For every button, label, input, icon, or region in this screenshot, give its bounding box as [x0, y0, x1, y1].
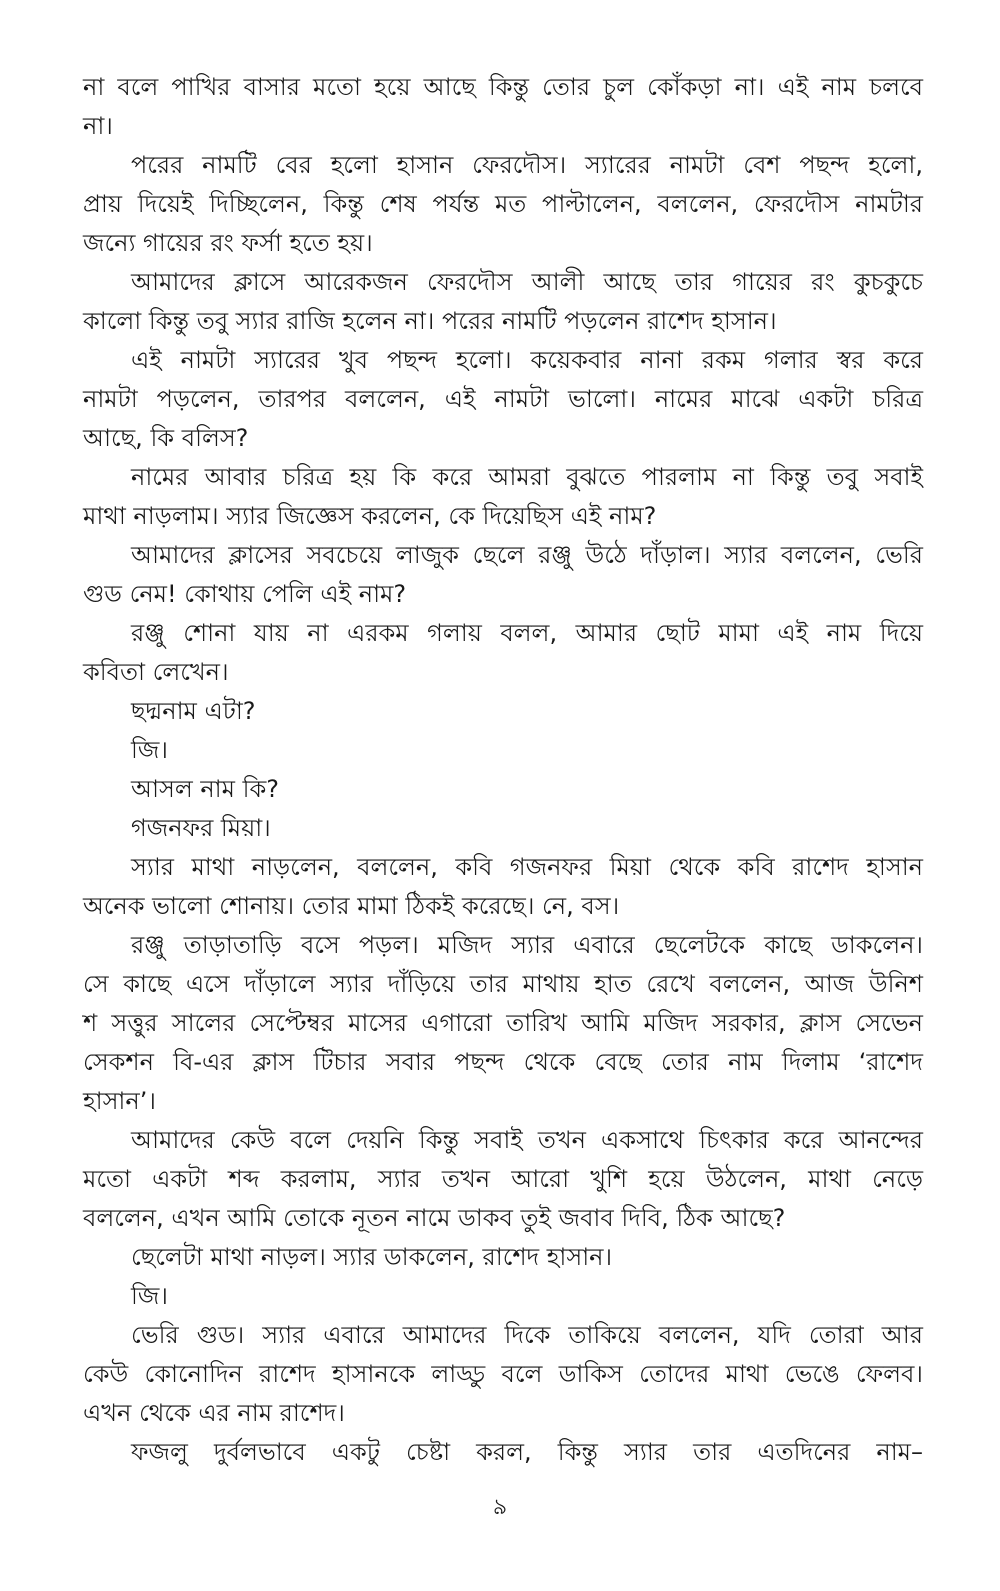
text-line: রঞ্জু শোনা যায় না এরকম গলায় বলল, আমার ছোট মামা এই নাম দিয়ে: [131, 619, 923, 647]
text-line: স্যার মাথা নাড়লেন, বললেন, কবি গজনফর মিয়া থেকে কবি রাশেদ হাসান: [131, 853, 923, 881]
text-line: সে কাছে এসে দাঁড়ালে স্যার দাঁড়িয়ে তার মাথায় হাত রেখে বললেন, আজ উনিশ: [83, 970, 923, 998]
text-line: জি।: [131, 1282, 168, 1310]
text-line: জি।: [131, 736, 168, 764]
text-line: মাথা নাড়লাম। স্যার জিজ্ঞেস করলেন, কে দিয়েছিস এই নাম?: [83, 502, 657, 530]
text-line: প্রায় দিয়েই দিচ্ছিলেন, কিন্তু শেষ পর্যন্ত মত পাল্টালেন, বললেন, ফেরদৌস নামটার: [83, 190, 923, 218]
page-body-text: [83, 68, 923, 1472]
text-line: সেকশন বি-এর ক্লাস টিচার সবার পছন্দ থেকে বেছে তোর নাম দিলাম ‘রাশেদ: [83, 1048, 923, 1076]
text-line: না বলে পাখির বাসার মতো হয়ে আছে কিন্তু তোর চুল কোঁকড়া না। এই নাম চলবে: [83, 73, 923, 101]
text-line: আমাদের কেউ বলে দেয়নি কিন্তু সবাই তখন একসাথে চিৎকার করে আনন্দের: [131, 1126, 923, 1154]
text-line: কবিতা লেখেন।: [83, 658, 229, 686]
text-line: আমাদের ক্লাসের সবচেয়ে লাজুক ছেলে রঞ্জু উঠে দাঁড়াল। স্যার বললেন, ভেরি: [131, 541, 923, 569]
text-line: বললেন, এখন আমি তোকে নূতন নামে ডাকব তুই জবাব দিবি, ঠিক আছে?: [83, 1204, 786, 1232]
text-line: আমাদের ক্লাসে আরেকজন ফেরদৌস আলী আছে তার গায়ের রং কুচকুচে: [131, 268, 923, 296]
text-line: জন্যে গায়ের রং ফর্সা হতে হয়।: [83, 229, 373, 257]
text-line: শ সত্তুর সালের সেপ্টেম্বর মাসের এগারো তারিখ আমি মজিদ সরকার, ক্লাস সেভেন: [83, 1009, 923, 1037]
text-line: এখন থেকে এর নাম রাশেদ।: [83, 1399, 345, 1427]
text-line: ছেলেটা মাথা নাড়ল। স্যার ডাকলেন, রাশেদ হাসান।: [131, 1243, 613, 1271]
text-line: কেউ কোনোদিন রাশেদ হাসানকে লাড্ডু বলে ডাকিস তোদের মাথা ভেঙে ফেলব।: [83, 1360, 923, 1388]
text-line: আছে, কি বলিস?: [83, 424, 249, 452]
page-number: ৯: [492, 1495, 508, 1520]
text-line: গুড নেম! কোথায় পেলি এই নাম?: [83, 580, 407, 608]
text-line: নামের আবার চরিত্র হয় কি করে আমরা বুঝতে পারলাম না কিন্তু তবু সবাই: [131, 463, 923, 491]
text-line: হাসান’।: [83, 1087, 156, 1115]
text-line: ভেরি গুড। স্যার এবারে আমাদের দিকে তাকিয়ে বললেন, যদি তোরা আর: [131, 1321, 923, 1349]
text-line: গজনফর মিয়া।: [131, 814, 271, 842]
text-line: আসল নাম কি?: [131, 775, 279, 803]
text-line: নামটা পড়লেন, তারপর বললেন, এই নামটা ভালো। নামের মাঝে একটা চরিত্র: [83, 385, 923, 413]
text-line: রঞ্জু তাড়াতাড়ি বসে পড়ল। মজিদ স্যার এবারে ছেলেটকে কাছে ডাকলেন।: [131, 931, 923, 959]
text-line: ফজলু দুর্বলভাবে একটু চেষ্টা করল, কিন্তু স্যার তার এতদিনের নাম–: [131, 1438, 923, 1466]
text-line: ছদ্মনাম এটা?: [131, 697, 256, 725]
text-line: কালো কিন্তু তবু স্যার রাজি হলেন না। পরের নামটি পড়লেন রাশেদ হাসান।: [83, 307, 777, 335]
text-line: অনেক ভালো শোনায়। তোর মামা ঠিকই করেছে। নে, বস।: [83, 892, 620, 920]
text-line: পরের নামটি বের হলো হাসান ফেরদৌস। স্যারের নামটা বেশ পছন্দ হলো,: [131, 151, 923, 179]
text-line: মতো একটা শব্দ করলাম, স্যার তখন আরো খুশি হয়ে উঠলেন, মাথা নেড়ে: [83, 1165, 923, 1193]
text-line: না।: [83, 112, 113, 140]
text-line: এই নামটা স্যারের খুব পছন্দ হলো। কয়েকবার নানা রকম গলার স্বর করে: [131, 346, 923, 374]
